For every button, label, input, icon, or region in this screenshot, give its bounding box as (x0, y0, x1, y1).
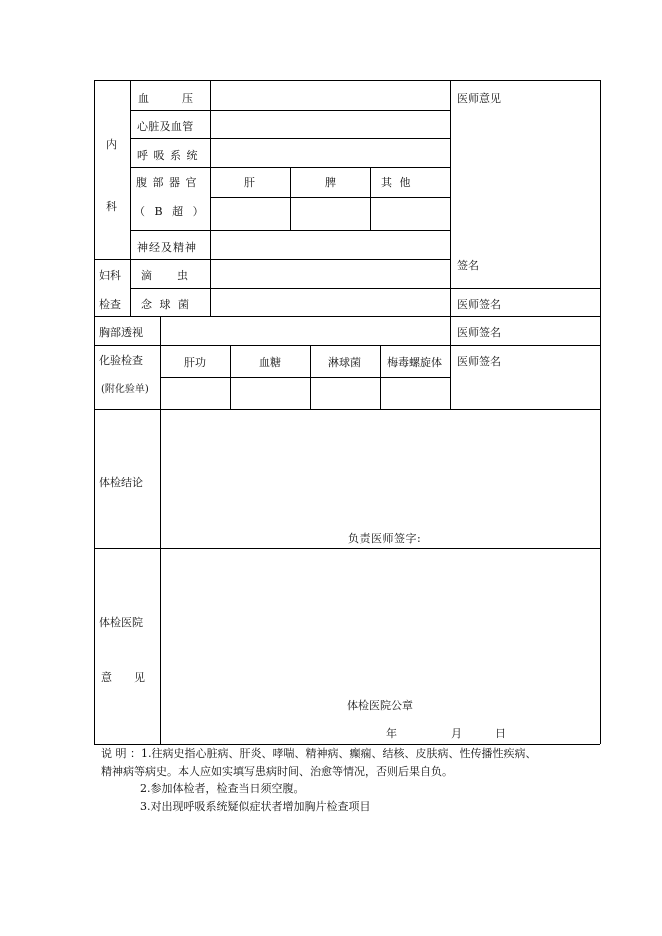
syphilis-header: 梅毒螺旋体 (387, 356, 442, 369)
rule (130, 80, 131, 316)
hospital-opinion-field[interactable] (161, 549, 599, 694)
doctor-opinion-field[interactable] (451, 110, 599, 255)
lab-gonococcus-field[interactable] (311, 378, 379, 408)
liver-header: 肝 (244, 176, 255, 189)
form-border-bottom (94, 744, 600, 745)
nerve-mental-label: 神经及精神 (137, 241, 197, 254)
gynecology-label-bottom: 检查 (99, 298, 121, 311)
heart-vessels-label: 心脏及血管 (137, 120, 194, 133)
hospital-seal-label: 体检医院公章 (347, 699, 413, 712)
conclusion-label: 体检结论 (99, 476, 143, 489)
lab-tests-label: 化验检查 (99, 354, 143, 367)
note-line-2: 精神病等病史。本人应如实填写患病时间、治愈等情况，否则后果自负。 (101, 765, 453, 778)
spleen-header: 脾 (325, 176, 336, 189)
conclusion-field[interactable] (161, 410, 599, 525)
respiratory-label: 呼 吸 系 统 (137, 149, 199, 162)
trichomonas-label: 滴 虫 (141, 269, 189, 282)
hospital-opinion-label-bottom: 意 见 (101, 671, 145, 684)
blood-sugar-field[interactable] (231, 378, 309, 408)
note-line-1: 说 明 ：1.往病史指心脏病、肝炎、哮喘、精神病、癫痫、结核、皮肤病、性传播性疾病、 (101, 747, 537, 760)
date-day: 日 (495, 727, 506, 740)
doctor-opinion-label: 医师意见 (457, 92, 501, 105)
lab-tests-sublabel: (附化验单) (101, 384, 149, 395)
chest-xray-doctor-sign: 医师签名 (457, 326, 501, 339)
nerve-mental-field[interactable] (211, 231, 449, 258)
form-border-left (94, 80, 95, 744)
gonococcus-field[interactable] (211, 289, 449, 315)
blood-pressure-field[interactable] (211, 81, 449, 109)
note-line-4: 3.对出现呼吸系统疑似症状者增加胸片检查项目 (140, 800, 371, 813)
note-line-3: 2.参加体检者，检查当日须空腹。 (140, 782, 305, 795)
liver-function-field[interactable] (161, 378, 229, 408)
gynecology-label-top: 妇科 (99, 269, 121, 282)
neike-label-top: 内 (106, 138, 117, 151)
form-border-right (600, 80, 601, 744)
date-year: 年 (386, 727, 397, 740)
hospital-opinion-label-top: 体检医院 (99, 616, 143, 629)
neike-label-bottom: 科 (106, 200, 117, 213)
trichomonas-field[interactable] (211, 260, 449, 287)
spleen-field[interactable] (291, 198, 369, 229)
lab-gonococcus-header: 淋球菌 (328, 356, 361, 369)
b-ultrasound-label: （ B 超 ） (134, 205, 207, 218)
responsible-doctor-sign: 负责医师签字: (348, 532, 422, 545)
liver-field[interactable] (211, 198, 289, 229)
heart-vessels-field[interactable] (211, 111, 449, 137)
liver-function-header: 肝功 (184, 356, 206, 369)
blood-pressure-label: 血 压 (138, 92, 193, 105)
gynecology-doctor-sign: 医师签名 (457, 298, 501, 311)
lab-tests-doctor-sign: 医师签名 (457, 355, 501, 368)
gonococcus-label: 念 球 菌 (141, 298, 191, 311)
other-field[interactable] (371, 198, 449, 229)
chest-xray-field[interactable] (161, 317, 449, 344)
signature-label: 签名 (457, 259, 479, 272)
other-header: 其 他 (381, 176, 413, 189)
rule (94, 345, 600, 346)
respiratory-field[interactable] (211, 139, 449, 166)
chest-xray-label: 胸部透视 (99, 326, 143, 339)
syphilis-field[interactable] (381, 378, 449, 408)
abdominal-organs-label: 腹 部 器 官 (136, 176, 198, 189)
date-month: 月 (451, 727, 462, 740)
blood-sugar-header: 血糖 (259, 356, 281, 369)
